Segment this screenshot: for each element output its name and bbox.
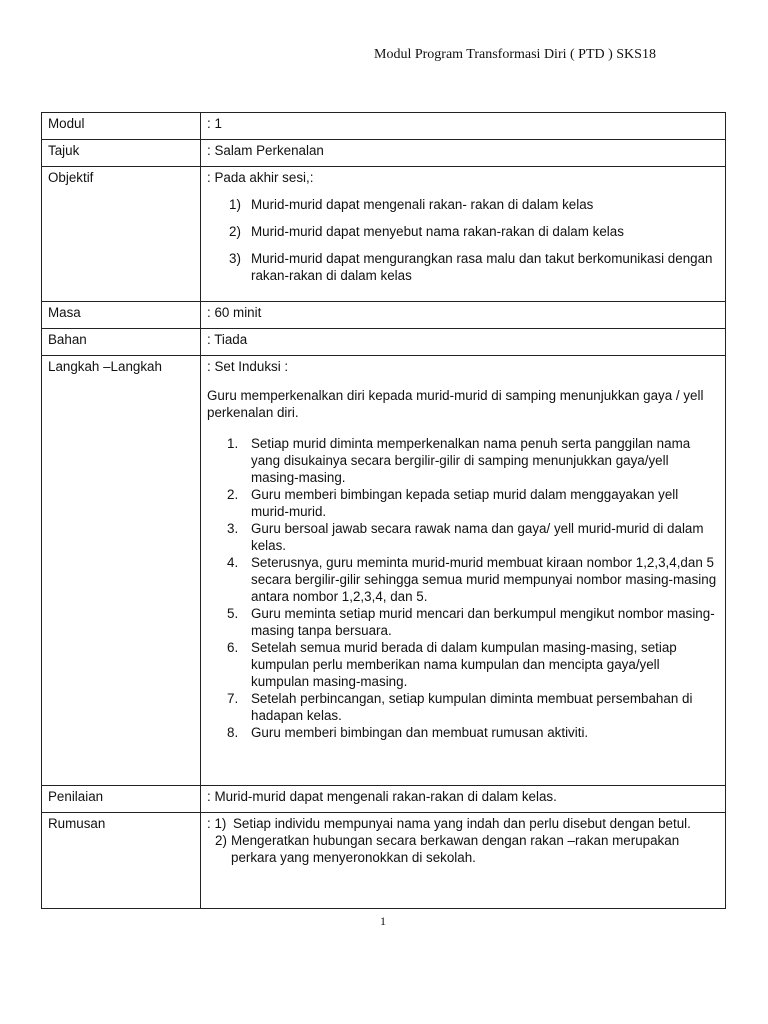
- value-langkah: [201, 356, 726, 786]
- value-bahan: : Tiada: [201, 329, 726, 356]
- row-objektif: [42, 167, 726, 302]
- list-item: 5. Guru meminta setiap murid mencari dan berkumpul mengikut nombor masing-masing tanpa bersuara.: [227, 606, 715, 638]
- list-item: : 1) Setiap individu mempunyai nama yang indah dan perlu disebut dengan betul.: [207, 816, 691, 831]
- objektif-intro: : Pada akhir sesi,:: [207, 170, 314, 185]
- label-modul: Modul: [42, 113, 201, 140]
- value-modul: : 1: [201, 113, 726, 140]
- row-tajuk: [42, 140, 726, 167]
- row-penilaian: [42, 786, 726, 813]
- page-header: Modul Program Transformasi Diri ( PTD ) SKS18: [374, 47, 656, 62]
- intro-paragraph: Guru memperkenalkan diri kepada murid-murid di samping menunjukkan gaya / yell perkenalan diri.: [207, 388, 704, 420]
- page-number: 1: [380, 914, 386, 928]
- value-tajuk: : Salam Perkenalan: [201, 140, 726, 167]
- row-rumusan: [42, 813, 726, 909]
- list-item: 6. Setelah semua murid berada di dalam kumpulan masing-masing, setiap kumpulan perlu memberikan nama kumpulan dan mencipta gaya/yell kumpulan masing-masing.: [227, 640, 677, 689]
- list-item: 2) Murid-murid dapat menyebut nama rakan-rakan di dalam kelas: [229, 224, 624, 239]
- label-bahan: Bahan: [42, 329, 201, 356]
- label-rumusan: Rumusan: [42, 813, 201, 909]
- row-bahan: [42, 329, 726, 356]
- set-induksi: : Set Induksi :: [207, 359, 289, 374]
- list-item: 8. Guru memberi bimbingan dan membuat rumusan aktiviti.: [227, 725, 589, 740]
- module-table: [41, 112, 726, 909]
- value-masa: : 60 minit: [201, 302, 726, 329]
- label-tajuk: Tajuk: [42, 140, 201, 167]
- list-item: 2) Mengeratkan hubungan secara berkawan dengan rakan –rakan merupakan perkara yang menyeronokkan di sekolah.: [215, 833, 680, 865]
- steps-list: [207, 435, 719, 741]
- list-item: 7. Setelah perbincangan, setiap kumpulan diminta membuat persembahan di hadapan kelas.: [227, 691, 693, 723]
- list-item: 2. Guru memberi bimbingan kepada setiap murid dalam menggayakan yell murid-murid.: [227, 487, 679, 519]
- row-modul: [42, 113, 726, 140]
- value-penilaian: : Murid-murid dapat mengenali rakan-rakan di dalam kelas.: [201, 786, 726, 813]
- objektif-list: [207, 196, 719, 284]
- label-masa: Masa: [42, 302, 201, 329]
- list-item: 1. Setiap murid diminta memperkenalkan nama penuh serta panggilan nama yang disukainya secara bergilir-gilir di samping menunjukkan gaya/yell masing-masing.: [227, 436, 691, 485]
- list-item: 1) Murid-murid dapat mengenali rakan- rakan di dalam kelas: [229, 197, 594, 212]
- row-langkah: [42, 356, 726, 786]
- row-masa: [42, 302, 726, 329]
- label-objektif: Objektif: [42, 167, 201, 302]
- value-rumusan: [201, 813, 726, 909]
- list-item: 4. Seterusnya, guru meminta murid-murid membuat kiraan nombor 1,2,3,4,dan 5 secara bergilir-gilir sehingga semua murid mempunyai nombor masing-masing antara nombor 1,2,3,4, dan 5.: [227, 555, 717, 604]
- list-item: 3) Murid-murid dapat mengurangkan rasa malu dan takut berkomunikasi dengan rakan-rakan di dalam kelas: [229, 251, 713, 283]
- list-item: 3. Guru bersoal jawab secara rawak nama dan gaya/ yell murid-murid di dalam kelas.: [227, 521, 704, 553]
- label-penilaian: Penilaian: [42, 786, 201, 813]
- value-objektif: [201, 167, 726, 302]
- label-langkah: Langkah –Langkah: [42, 356, 201, 786]
